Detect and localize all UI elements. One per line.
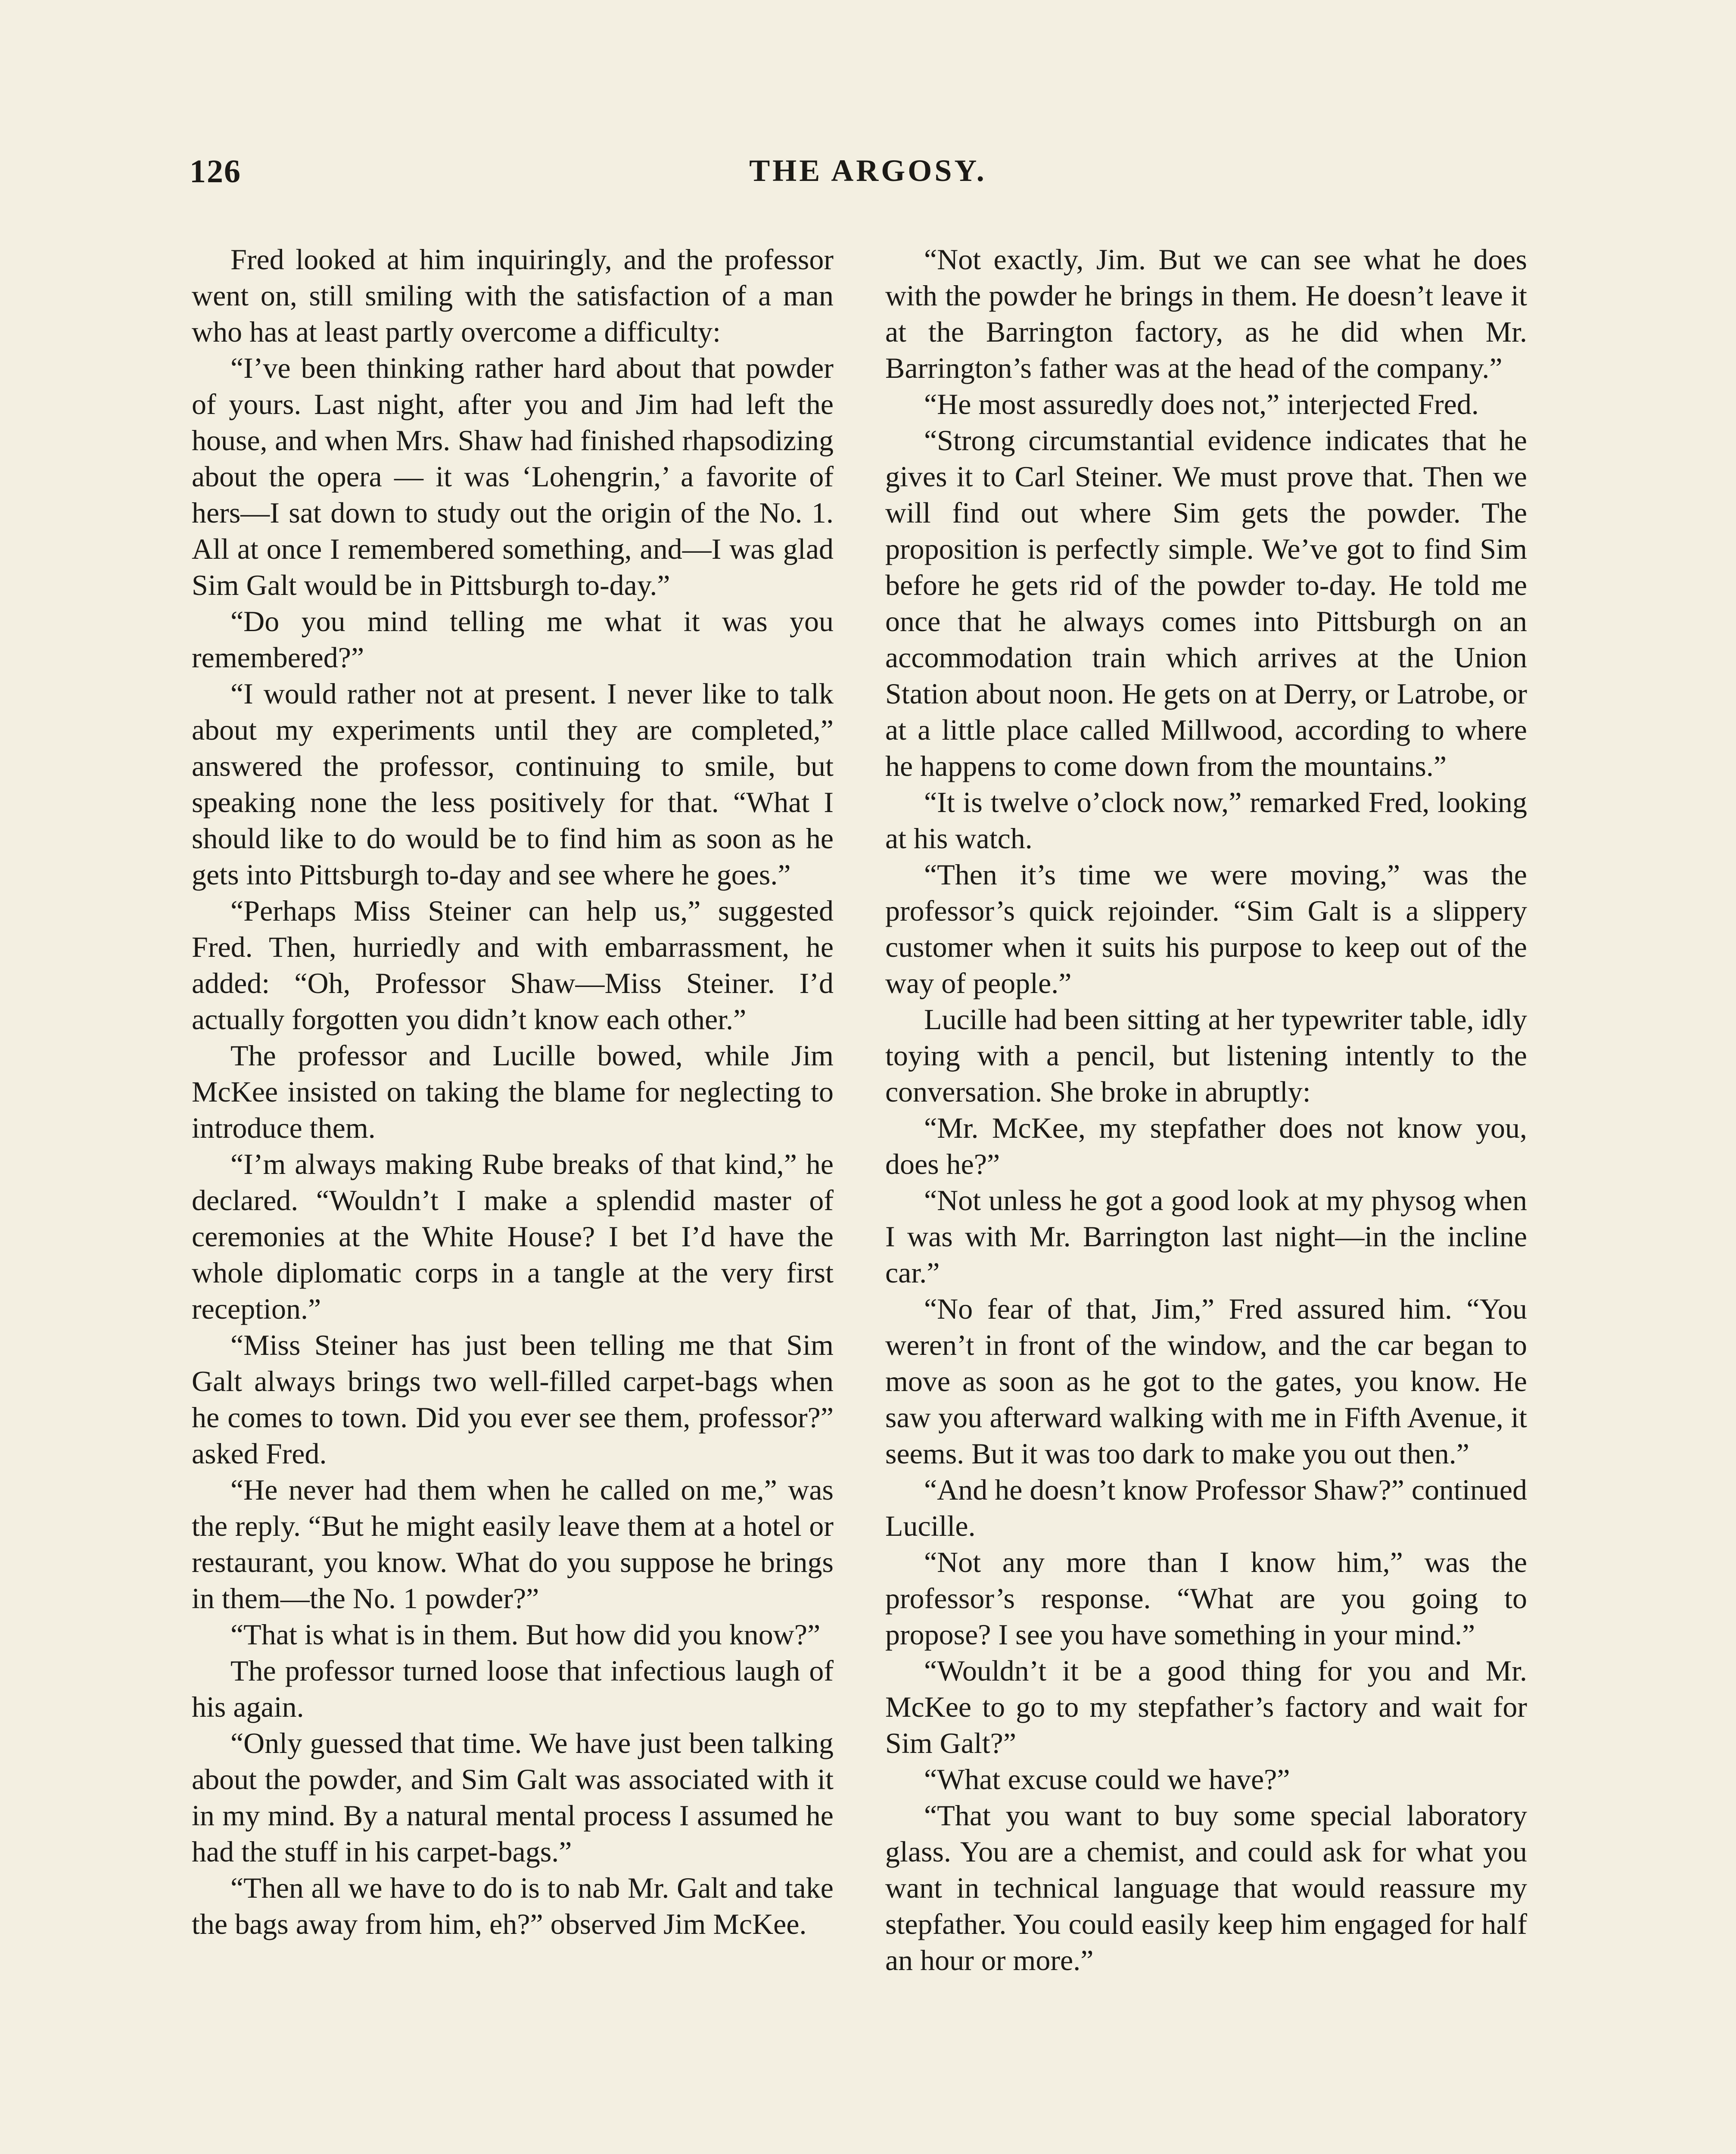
paragraph: “That is what is in them. But how did you know?” [230,1618,821,1651]
paragraph: “Mr. McKee, my stepfather does not know you, does he?” [885,1111,1527,1180]
paragraph: “It is twelve o’clock now,” remarked Fred, looking at his watch. [885,786,1527,855]
paragraph: “What excuse could we have?” [924,1763,1290,1796]
paragraph: The professor turned loose that infectious laugh of his again. [192,1654,834,1723]
right-column [885,241,1527,1978]
paragraph: “He most assuredly does not,” interjected Fred. [924,388,1479,420]
paragraph: Lucille had been sitting at her typewriter table, idly toying with a pencil, but listening intently to the conversation. She broke in abruptly: [885,1003,1527,1108]
paragraph: “Do you mind telling me what it was you remembered?” [192,605,834,674]
paragraph: “Not unless he got a good look at my physog when I was with Mr. Barrington last night—in the incline car.” [885,1184,1527,1289]
paragraph: The professor and Lucille bowed, while Jim McKee insisted on taking the blame for neglecting to introduce them. [192,1039,834,1144]
paragraph: “Miss Steiner has just been telling me that Sim Galt always brings two well-filled carpet-bags when he comes to town. Did you ever see them, professor?” asked Fred. [192,1329,834,1470]
paragraph: “Wouldn’t it be a good thing for you and Mr. McKee to go to my stepfather’s factory and wait for Sim Galt?” [885,1654,1527,1759]
paragraph: “He never had them when he called on me,” was the reply. “But he might easily leave them at a hotel or restaurant, you know. What do you suppose he brings in them—the No. 1 powder?” [192,1473,834,1615]
paragraph: “And he doesn’t know Professor Shaw?” continued Lucille. [885,1473,1528,1542]
page-number: 126 [190,153,241,190]
paragraph: Fred looked at him inquiringly, and the professor went on, still smiling with the satisfaction of a man who has at least partly overcome a difficulty: [192,243,834,348]
paragraph: “I’m always making Rube breaks of that kind,” he declared. “Wouldn’t I make a splendid master of ceremonies at the White House? I bet I’d have the whole diplomatic corps in a tangle at the very first reception.” [192,1148,834,1325]
paragraph: “Not exactly, Jim. But we can see what he does with the powder he brings in them. He doesn’t leave it at the Barrington factory, as he did when Mr. Barrington’s father was at the head of the company.” [885,243,1527,384]
paragraph: “Strong circumstantial evidence indicates that he gives it to Carl Steiner. We must prove that. Then we will find out where Sim gets the powder. The proposition is perfectly simple. We’ve got to find Sim before he gets rid of the powder to-day. He told me once that he always comes into Pittsburgh on an accommodation train which arrives at the Union Station about noon. He gets on at Derry, or Latrobe, or at a little place called Millwood, according to where he happens to come down from the mountains.” [885,424,1527,782]
paragraph: “I’ve been thinking rather hard about that powder of yours. Last night, after you and Jim had left the house, and when Mrs. Shaw had finished rhapsodizing about the opera — it was ‘Lohengrin,’ a favorite of hers—I sat down to study out the origin of the No. 1. All at once I remembered something, and—I was glad Sim Galt would be in Pittsburgh to-day.” [192,352,834,601]
paragraph: “Then all we have to do is to nab Mr. Galt and take the bags away from him, eh?” observed Jim McKee. [192,1871,834,1940]
running-head: THE ARGOSY. [749,153,987,188]
paragraph: “That you want to buy some special laboratory glass. You are a chemist, and could ask for what you want in technical language that would reassure my stepfather. You could easily keep him engaged for half an hour or more.” [885,1799,1527,1977]
paragraph: “Not any more than I know him,” was the professor’s response. “What are you going to propose? I see you have something in your mind.” [885,1546,1527,1651]
paragraph: “I would rather not at present. I never like to talk about my experiments until they are completed,” answered the professor, continuing to smile, but speaking none the less positively for that. “What I should like to do would be to find him as soon as he gets into Pittsburgh to-day and see where he goes.” [192,677,834,891]
paragraph: “Only guessed that time. We have just been talking about the powder, and Sim Galt was associated with it in my mind. By a natural mental process I assumed he had the stuff in his carpet-bags.” [192,1727,834,1868]
paragraph: “No fear of that, Jim,” Fred assured him. “You weren’t in front of the window, and the car began to move as soon as he got to the gates, you know. He saw you afterward walking with me in Fifth Avenue, it seems. But it was too dark to make you out then.” [885,1292,1527,1470]
paragraph: “Then it’s time we were moving,” was the professor’s quick rejoinder. “Sim Galt is a slippery customer when it suits his purpose to keep out of the way of people.” [885,858,1527,999]
paragraph: “Perhaps Miss Steiner can help us,” suggested Fred. Then, hurriedly and with embarrassment, he added: “Oh, Professor Shaw—Miss Steiner. I’d actually forgotten you didn’t know each other.” [192,894,834,1036]
left-column [192,241,834,1942]
